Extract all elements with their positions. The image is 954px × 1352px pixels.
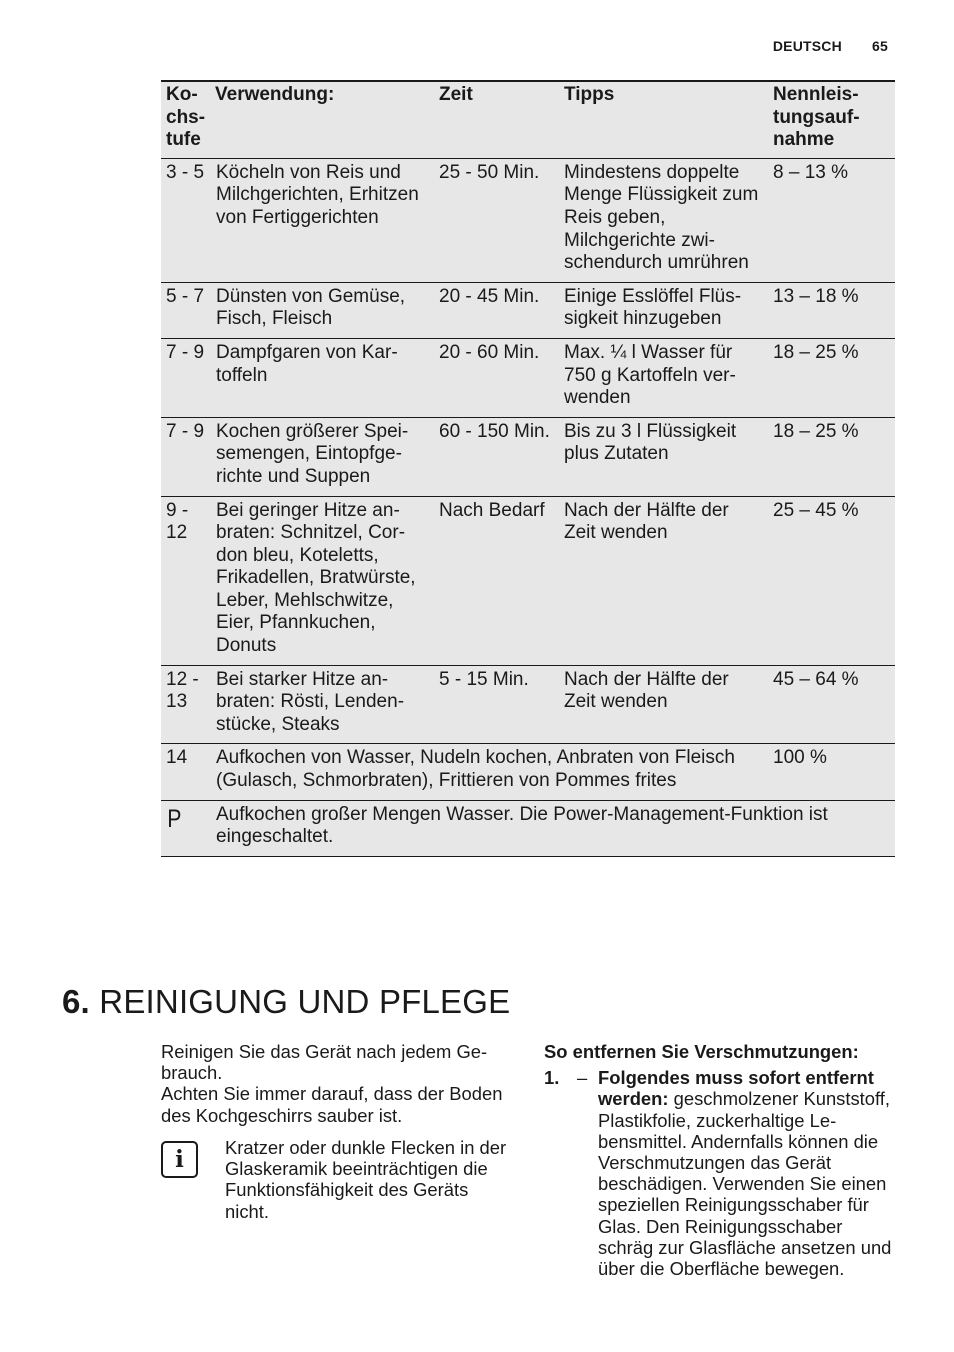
cell-tips: Mindestens doppelte Menge Flüssigkeit zum Reis geben, Milchgerichte zwischendurch umrühren (559, 158, 768, 282)
section-title (62, 982, 510, 1022)
power-boost-symbol: P (167, 804, 182, 833)
cell-power: 18 – 25 % (768, 338, 895, 417)
header-power: Nennleistungsaufnahme (768, 81, 895, 158)
cell-tips: Nach der Hälfte der Zeit wenden (559, 665, 768, 744)
table-row (161, 665, 895, 744)
cell-use: Kochen größerer Speisemengen, Eintopfgerichte und Suppen (211, 417, 434, 496)
cell-use: Bei geringer Hitze anbraten: Schnitzel, Cordon bleu, Koteletts, Frikadellen, Bratwürste, Leber, Mehlschwitze, Eier, Pfannkuchen, Donuts (211, 496, 434, 665)
cell-level: 3 - 5 (161, 158, 211, 282)
cell-time: 25 - 50 Min. (434, 158, 559, 282)
table-row (161, 282, 895, 338)
table-row (161, 338, 895, 417)
header-tips: Tipps (559, 81, 768, 158)
right-column (544, 1041, 896, 1279)
list-body-text: geschmolzener Kunststoff, Plastikfolie, zuckerhaltige Lebensmittel. Andernfalls können die Verschmutzungen das Gerät beschädigen. Verwenden Sie einen speziellen Reinigungsschaber für Glas. Den Reinigungsschaber schräg zur Glasfläche ansetzen und über die Oberfläche bewegen. (598, 1088, 892, 1280)
paragraph: Achten Sie immer darauf, dass der Boden des Kochgeschirrs sauber ist. (161, 1083, 503, 1126)
page-header (773, 38, 888, 54)
list-item (544, 1067, 896, 1279)
header-heat-setting: Kochstufe (161, 81, 211, 158)
cell-level: 7 - 9 (161, 417, 211, 496)
left-column (161, 1041, 511, 1126)
cell-time: 20 - 60 Min. (434, 338, 559, 417)
table-row (161, 417, 895, 496)
table-row (161, 744, 895, 800)
cell-power: 25 – 45 % (768, 496, 895, 665)
cell-level: 7 - 9 (161, 338, 211, 417)
cell-level (161, 800, 211, 856)
cell-power: 100 % (768, 744, 895, 800)
cell-use: Aufkochen großer Mengen Wasser. Die Power-Management-Funktion ist eingeschaltet. (211, 800, 895, 856)
info-text: Kratzer oder dunkle Flecken in der Glaskeramik beeinträchtigen die Funktionsfähigkeit des Geräts nicht. (225, 1137, 507, 1222)
cell-time: Nach Bedarf (434, 496, 559, 665)
header-use: Verwendung: (211, 81, 434, 158)
cell-time: 60 - 150 Min. (434, 417, 559, 496)
info-i-icon: i (161, 1141, 198, 1178)
cell-tips: Einige Esslöffel Flüssigkeit hinzugeben (559, 282, 768, 338)
cell-level: 9 - 12 (161, 496, 211, 665)
page-number: 65 (872, 38, 888, 54)
list-bold-text: Folgendes muss sofort entfernt werden: (598, 1067, 874, 1110)
list-number: 1. (544, 1067, 560, 1089)
cell-level: 14 (161, 744, 211, 800)
cell-power: 45 – 64 % (768, 665, 895, 744)
cell-use: Dünsten von Gemüse, Fisch, Fleisch (211, 282, 434, 338)
cell-time: 5 - 15 Min. (434, 665, 559, 744)
cell-use: Bei starker Hitze anbraten: Rösti, Lendenstücke, Steaks (211, 665, 434, 744)
cell-use: Dampfgaren von Kartoffeln (211, 338, 434, 417)
table-row (161, 800, 895, 856)
header-time: Zeit (434, 81, 559, 158)
cell-time: 20 - 45 Min. (434, 282, 559, 338)
table-header-row (161, 81, 895, 158)
cell-power: 13 – 18 % (768, 282, 895, 338)
cell-tips: Nach der Hälfte der Zeit wenden (559, 496, 768, 665)
table-row (161, 496, 895, 665)
cell-power: 18 – 25 % (768, 417, 895, 496)
section-title-text: REINIGUNG UND PFLEGE (99, 983, 511, 1020)
cell-level: 12 - 13 (161, 665, 211, 744)
subheading: So entfernen Sie Verschmutzungen: (544, 1041, 859, 1062)
cooking-levels-table (161, 80, 895, 857)
list-text (598, 1067, 896, 1279)
paragraph: Reinigen Sie das Gerät nach jedem Gebrauch. (161, 1041, 488, 1084)
list-dash: – (577, 1067, 588, 1089)
cell-tips: Max. ¼ l Wasser für 750 g Kartoffeln verwenden (559, 338, 768, 417)
cell-power: 8 – 13 % (768, 158, 895, 282)
table-row (161, 158, 895, 282)
language-label: DEUTSCH (772, 38, 842, 54)
cell-use: Köcheln von Reis und Milchgerichten, Erhitzen von Fertiggerichten (211, 158, 434, 282)
cell-tips: Bis zu 3 l Flüssigkeit plus Zutaten (559, 417, 768, 496)
section-number: 6. (62, 983, 90, 1020)
cell-use: Aufkochen von Wasser, Nudeln kochen, Anbraten von Fleisch (Gulasch, Schmorbraten), Frittieren von Pommes frites (211, 744, 768, 800)
cell-level: 5 - 7 (161, 282, 211, 338)
